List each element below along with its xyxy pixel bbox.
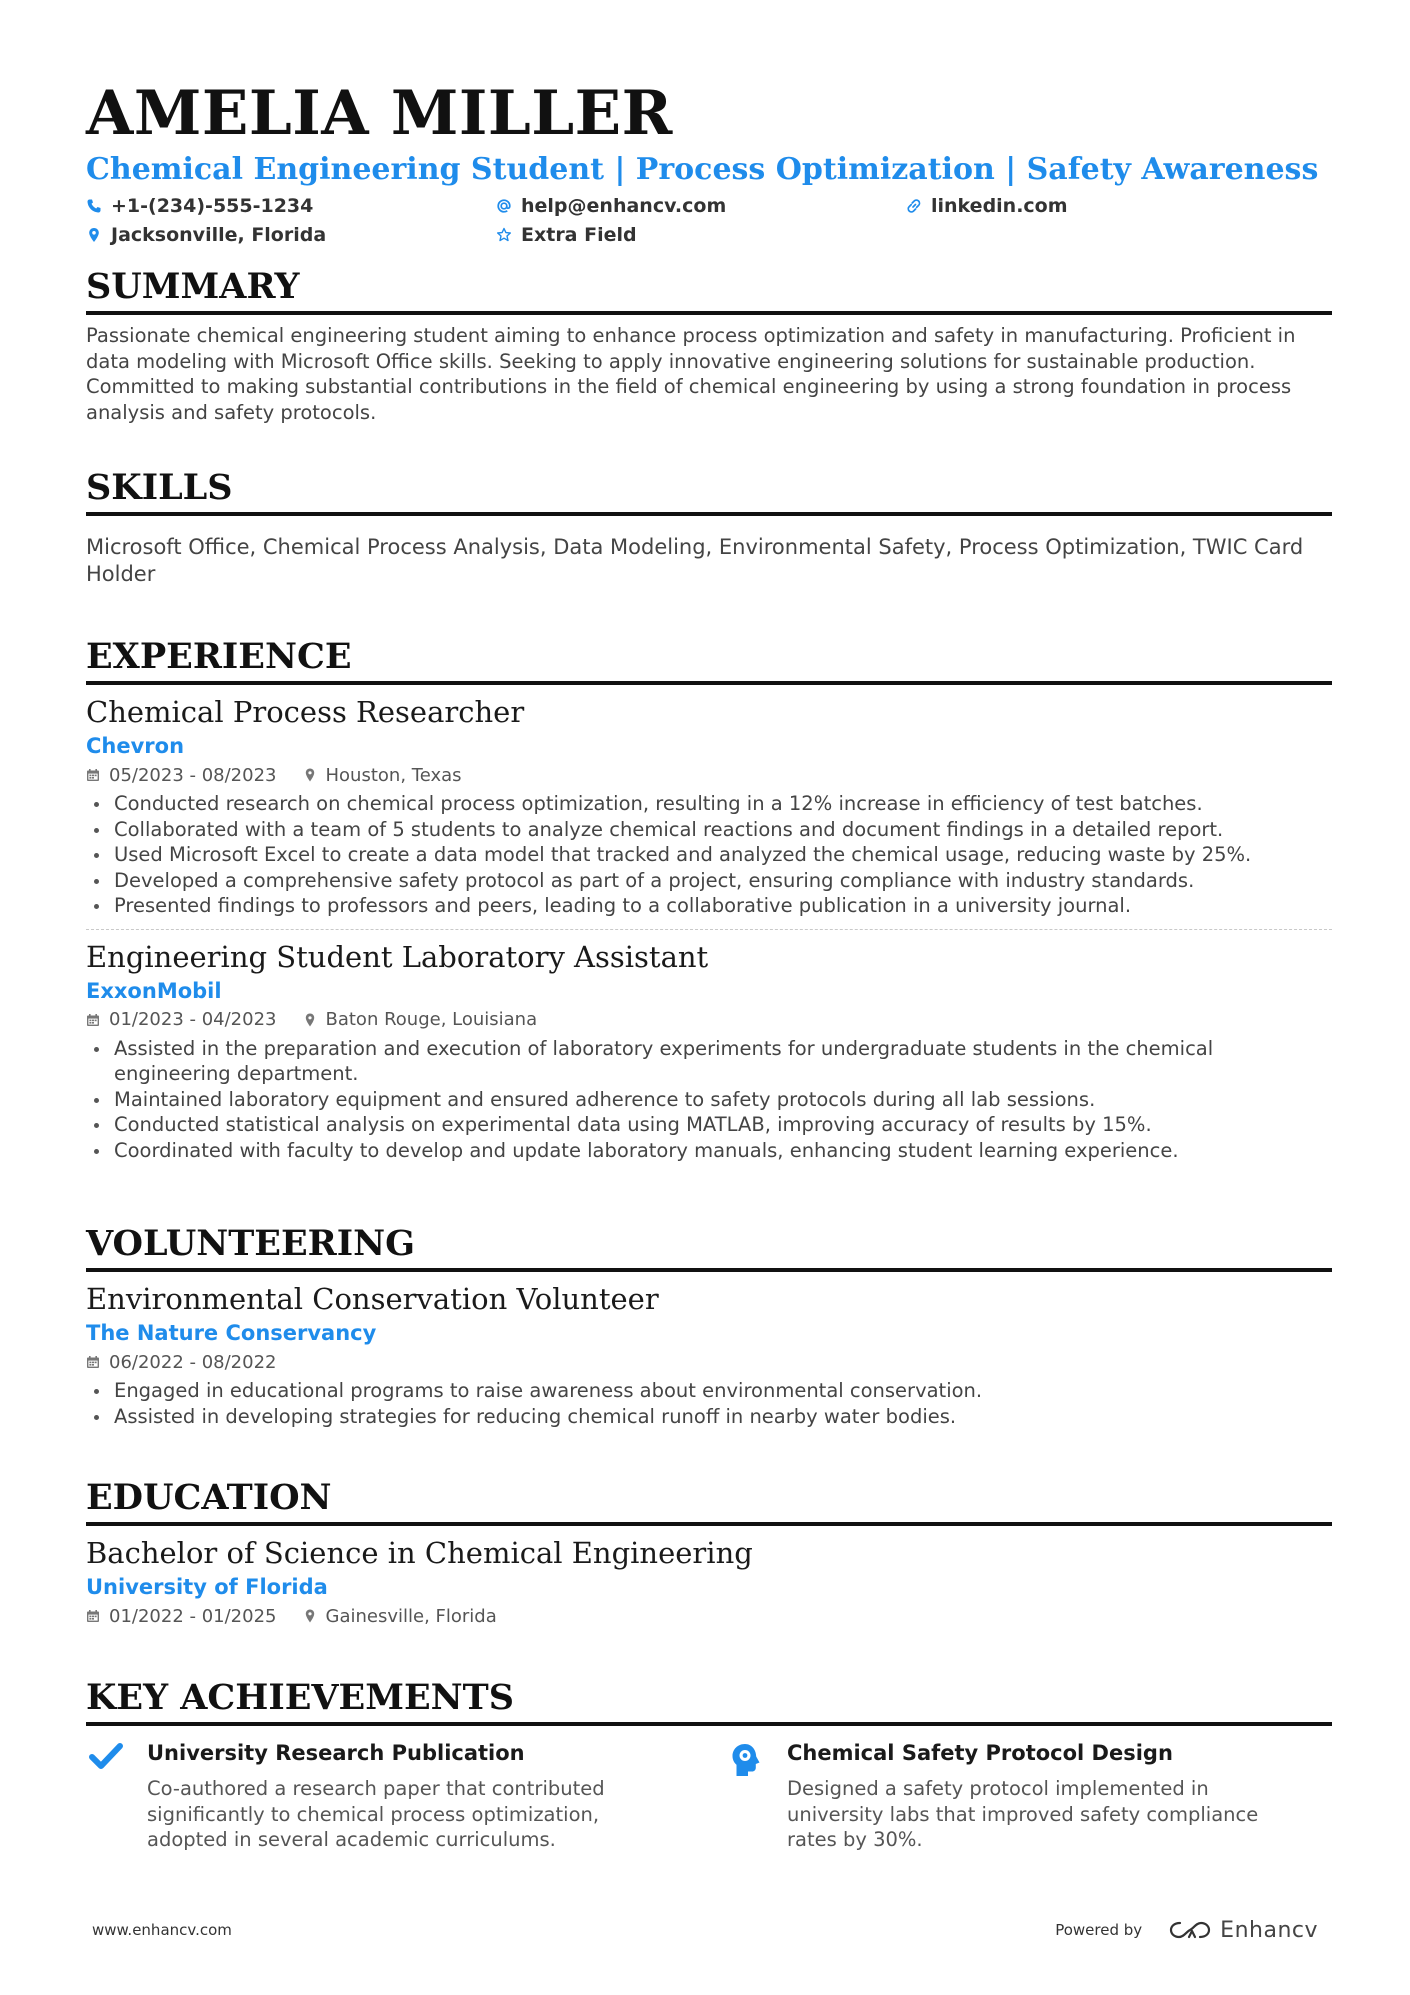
skills-heading: SKILLS [86, 467, 233, 508]
job-bullets [86, 791, 1332, 919]
company-name: ExxonMobil [86, 978, 222, 1003]
phone-text: +1-(234)-555-1234 [111, 194, 314, 217]
contact-email[interactable] [496, 192, 906, 219]
contact-linkedin[interactable] [906, 192, 1306, 219]
location-pin-icon [86, 227, 102, 243]
list-item: Assisted in the preparation and execution of laboratory experiments for undergraduate students in the chemical engineering department. [86, 1036, 1332, 1087]
section-divider [86, 311, 1332, 315]
section-divider [86, 512, 1332, 516]
entry-divider [86, 929, 1332, 930]
list-item: Maintained laboratory equipment and ensured adherence to safety protocols during all lab sessions. [86, 1087, 1332, 1113]
achievement-title: Chemical Safety Protocol Design [787, 1741, 1173, 1765]
location-text: Jacksonville, Florida [111, 223, 327, 246]
volunteer-org: The Nature Conservancy [86, 1321, 377, 1345]
achievements-section [86, 1676, 1332, 1853]
experience-heading: EXPERIENCE [86, 636, 352, 677]
volunteer-bullets [86, 1378, 1332, 1429]
powered-by-label: Powered by [1055, 1921, 1143, 1939]
phone-icon [86, 198, 102, 214]
education-meta [86, 1602, 1332, 1630]
job-meta [86, 1006, 1332, 1034]
achievement-item [86, 1738, 726, 1853]
job-dates: 01/2023 - 04/2023 [109, 1009, 277, 1030]
location-pin-icon [303, 1609, 317, 1623]
volunteer-dates: 06/2022 - 08/2022 [109, 1351, 277, 1373]
experience-section [86, 635, 1332, 1163]
education-heading: EDUCATION [86, 1477, 332, 1518]
location-pin-icon [303, 1013, 317, 1027]
volunteering-section [86, 1222, 1332, 1429]
job-title: Engineering Student Laboratory Assistant [86, 939, 709, 974]
section-divider [86, 1722, 1332, 1726]
headline: Chemical Engineering Student | Process Optimization | Safety Awareness [86, 152, 1319, 187]
job-title: Chemical Process Researcher [86, 695, 525, 729]
calendar-icon [86, 1355, 100, 1369]
contact-location [86, 221, 496, 248]
location-pin-icon [303, 768, 317, 782]
job-meta [86, 761, 1332, 789]
achievement-description: Designed a safety protocol implemented in university labs that improved safety compliance rates by 30%. [787, 1777, 1259, 1851]
education-section [86, 1476, 1332, 1630]
education-dates: 01/2022 - 01/2025 [109, 1605, 277, 1627]
contact-phone[interactable] [86, 192, 496, 219]
list-item: Collaborated with a team of 5 students to analyze chemical reactions and document findings in a detailed report. [86, 817, 1332, 843]
resume-page [86, 78, 1332, 1851]
volunteer-meta [86, 1348, 1332, 1376]
footer-site-link[interactable]: www.enhancv.com [92, 1921, 232, 1939]
calendar-icon [86, 1609, 100, 1623]
achievements-grid [86, 1738, 1332, 1853]
achievement-item [726, 1738, 1332, 1853]
contact-info [86, 192, 1332, 248]
contact-extra [496, 221, 906, 248]
enhancv-brand: Enhancv [1220, 1917, 1318, 1943]
job-bullets [86, 1036, 1332, 1164]
school-name: University of Florida [86, 1575, 328, 1599]
calendar-icon [86, 768, 100, 782]
skills-section [86, 466, 1332, 588]
list-item: Used Microsoft Excel to create a data model that tracked and analyzed the chemical usage, reducing waste by 25%. [86, 842, 1332, 868]
list-item: Coordinated with faculty to develop and update laboratory manuals, enhancing student learning experience. [86, 1138, 1332, 1164]
job-location: Houston, Texas [325, 764, 462, 786]
email-text: help@enhancv.com [521, 194, 727, 217]
experience-entry [86, 693, 1332, 919]
job-dates: 05/2023 - 08/2023 [109, 764, 277, 786]
list-item: Conducted statistical analysis on experimental data using MATLAB, improving accuracy of results by 15%. [86, 1112, 1332, 1138]
skills-text: Microsoft Office, Chemical Process Analysis, Data Modeling, Environmental Safety, Process Optimization, TWIC Card Holder [86, 535, 1304, 586]
education-entry [86, 1534, 1332, 1630]
list-item: Developed a comprehensive safety protocol as part of a project, ensuring compliance with industry standards. [86, 868, 1332, 894]
checkmark-icon [86, 1742, 126, 1782]
experience-entry [86, 938, 1332, 1164]
summary-section [86, 265, 1332, 425]
candidate-name: AMELIA MILLER [86, 78, 673, 149]
head-brain-icon [726, 1742, 766, 1782]
company-name: Chevron [86, 734, 185, 758]
list-item: Conducted research on chemical process optimization, resulting in a 12% increase in efficiency of test batches. [86, 791, 1332, 817]
achievements-heading: KEY ACHIEVEMENTS [86, 1677, 514, 1718]
powered-by[interactable] [1055, 1918, 1318, 1943]
calendar-icon [86, 1013, 100, 1027]
page-footer [92, 1910, 1318, 1950]
list-item: Engaged in educational programs to raise awareness about environmental conservation. [86, 1378, 1332, 1404]
link-icon [906, 198, 922, 214]
degree-title: Bachelor of Science in Chemical Engineering [86, 1536, 753, 1570]
summary-heading: SUMMARY [86, 266, 300, 307]
at-icon [496, 198, 512, 214]
section-divider [86, 1268, 1332, 1272]
volunteering-heading: VOLUNTEERING [86, 1223, 415, 1264]
enhancv-logo-icon [1168, 1919, 1212, 1941]
achievement-description: Co-authored a research paper that contributed significantly to chemical process optimization, adopted in several academic curriculums. [147, 1777, 605, 1851]
summary-text: Passionate chemical engineering student aiming to enhance process optimization and safety in manufacturing. Proficient in data modeling with Microsoft Office skills. Seeking to apply innovative engineering solutions for sustainable production. Committed to making substantial contributions in the field of chemical engineering by using a strong foundation in process analysis and safety protocols. [86, 324, 1296, 424]
volunteer-role: Environmental Conservation Volunteer [86, 1282, 659, 1316]
achievement-title: University Research Publication [147, 1741, 525, 1765]
extra-field-text: Extra Field [521, 223, 637, 246]
list-item: Presented findings to professors and peers, leading to a collaborative publication in a university journal. [86, 893, 1332, 919]
education-location: Gainesville, Florida [325, 1605, 497, 1627]
job-location: Baton Rouge, Louisiana [325, 1009, 538, 1030]
section-divider [86, 1522, 1332, 1526]
linkedin-text: linkedin.com [931, 194, 1068, 217]
section-divider [86, 681, 1332, 685]
list-item: Assisted in developing strategies for reducing chemical runoff in nearby water bodies. [86, 1404, 1332, 1430]
star-icon [496, 227, 512, 243]
volunteering-entry [86, 1280, 1332, 1429]
